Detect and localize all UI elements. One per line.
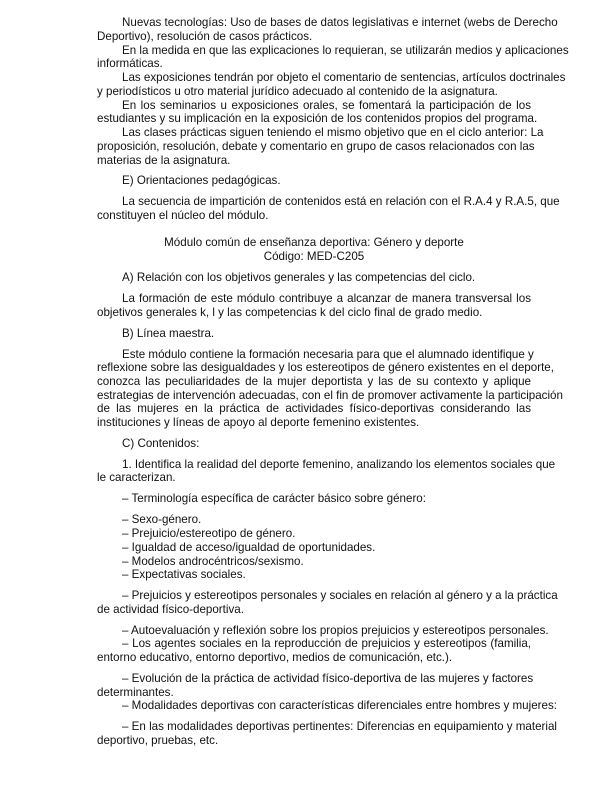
text-line: conozca las peculiaridades de la mujer deportista y las de su contexto y aplique [97, 375, 531, 388]
list-item: – Igualdad de acceso/igualdad de oportunidades. [122, 541, 376, 554]
text-line: entorno educativo, entorno deportivo, medios de comunicación, etc.). [97, 651, 453, 664]
text-line: estrategias de intervención adecuadas, con el fin de promover activamente la participación [97, 389, 563, 402]
text-line: La formación de este módulo contribuye a alcanzar de manera transversal los [122, 292, 531, 305]
text-line: de actividad físico-deportiva. [97, 603, 244, 616]
text-line: estudiantes y su implicación en la exposición de los contenidos propios del programa. [97, 112, 538, 125]
text-line: Este módulo contiene la formación necesaria para que el alumnado identifique y [122, 348, 534, 361]
text-line: Las exposiciones tendrán por objeto el comentario de sentencias, artículos doctrinales [122, 71, 566, 84]
list-item: – En las modalidades deportivas pertinentes: Diferencias en equipamiento y material [122, 720, 558, 733]
text-line: determinantes. [97, 686, 174, 699]
text-line: Deportivo), resolución de casos prácticos. [97, 30, 313, 43]
text-line: instituciones y líneas de apoyo al deporte femenino existentes. [97, 416, 420, 429]
text-line: objetivos generales k, l y las competencias k del ciclo final de grado medio. [97, 306, 483, 319]
text-line: La secuencia de impartición de contenidos está en relación con el R.A.4 y R.A.5, que [122, 195, 560, 208]
list-item: – Evolución de la práctica de actividad físico-deportiva de las mujeres y factores [122, 672, 534, 685]
list-item: – Autoevaluación y reflexión sobre los propios prejuicios y estereotipos personales. [122, 624, 549, 637]
text-line: En la medida en que las explicaciones lo requieran, se utilizarán medios y aplicaciones [122, 44, 569, 57]
list-item: – Terminología específica de carácter básico sobre género: [122, 492, 426, 505]
text-line: reflexione sobre las desigualdades y los estereotipos de género existentes en el deporte, [97, 361, 554, 374]
list-item: – Los agentes sociales en la reproducción de prejuicios y estereotipos (familia, [122, 637, 531, 650]
text-line: deportivo, pruebas, etc. [97, 734, 219, 747]
text-line: En los seminarios u exposiciones orales, se fomentará la participación de los [122, 99, 531, 112]
text-line: proposición, resolución, debate y comentario en grupo de casos relacionados con las [97, 140, 535, 153]
module-title: Módulo común de enseñanza deportiva: Género y deporte [164, 236, 464, 249]
section-heading: C) Contenidos: [122, 437, 200, 450]
text-line: Las clases prácticas siguen teniendo el mismo objetivo que en el ciclo anterior: La [122, 126, 544, 139]
list-item: – Expectativas sociales. [122, 568, 246, 581]
section-heading: E) Orientaciones pedagógicas. [122, 174, 281, 187]
text-line: 1. Identifica la realidad del deporte femenino, analizando los elementos sociales que [122, 458, 556, 471]
text-line: y periodísticos u otro material jurídico adecuado al contenido de la asignatura. [97, 85, 498, 98]
text-line: Nuevas tecnologías: Uso de bases de datos legislativas e internet (webs de Derecho [122, 16, 558, 29]
section-heading: A) Relación con los objetivos generales y las competencias del ciclo. [122, 271, 476, 284]
list-item: – Modelos androcéntricos/sexismo. [122, 555, 304, 568]
section-heading: B) Línea maestra. [122, 327, 215, 340]
list-item: – Modalidades deportivas con características diferenciales entre hombres y mujeres: [122, 699, 557, 712]
list-item: – Prejuicio/estereotipo de género. [122, 527, 296, 540]
text-line: informáticas. [97, 57, 163, 70]
list-item: – Prejuicios y estereotipos personales y sociales en relación al género y a la práctica [122, 589, 558, 602]
module-code: Código: MED-C205 [263, 250, 365, 263]
text-line: de las mujeres en la práctica de actividades físico-deportivas considerando las [97, 402, 531, 415]
text-line: materias de la asignatura. [97, 154, 231, 167]
text-line: le caracterizan. [97, 471, 176, 484]
list-item: – Sexo-género. [122, 513, 202, 526]
text-line: constituyen el núcleo del módulo. [97, 209, 269, 222]
